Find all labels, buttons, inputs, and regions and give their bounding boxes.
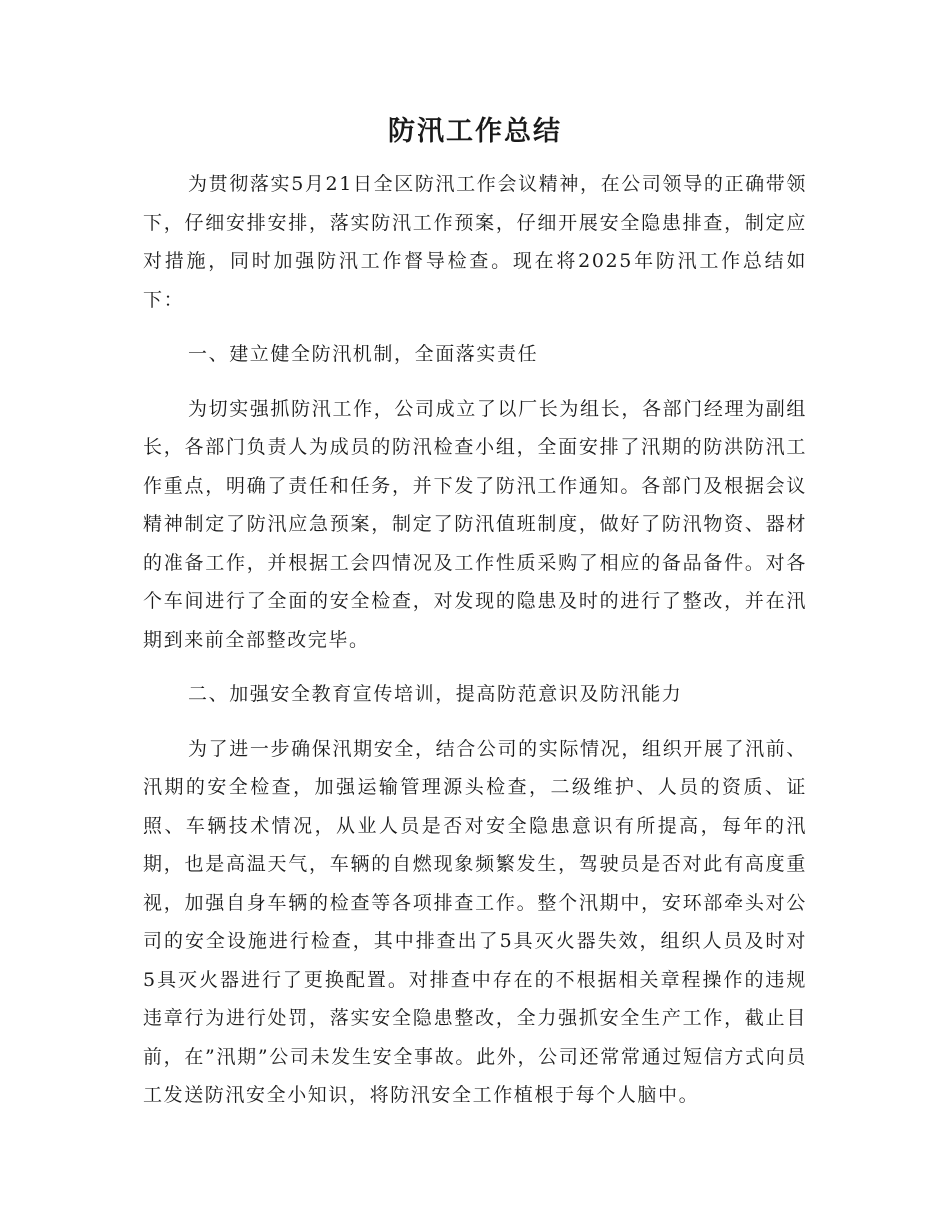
intro-paragraph: 为贯彻落实5月21日全区防汛工作会议精神，在公司领导的正确带领下，仔细安排安排，落实防汛工作预案，仔细开展安全隐患排查，制定应对措施，同时加强防汛工作督导检查。现在将2025年防汛工作总结如下： bbox=[143, 173, 807, 311]
section-body-2: 为了进一步确保汛期安全，结合公司的实际情况，组织开展了汛前、汛期的安全检查，加强运输管理源头检查，二级维护、人员的资质、证照、车辆技术情况，从业人员是否对安全隐患意识有所提高，每年的汛期，也是高温天气，车辆的自燃现象频繁发生，驾驶员是否对此有高度重视，加强自身车辆的检查等各项排查工作。整个汛期中，安环部牵头对公司的安全设施进行检查，其中排查出了5具灭火器失效，组织人员及时对5具灭火器进行了更换配置。对排查中存在的不根据相关章程操作的违规违章行为进行处罚，落实安全隐患整改，全力强抓安全生产工作，截止目前，在”汛期”公司未发生安全事故。此外，公司还常常通过短信方式向员工发送防汛安全小知识，将防汛安全工作植根于每个人脑中。 bbox=[143, 737, 807, 1106]
section-heading-1: 一、建立健全防汛机制，全面落实责任 bbox=[188, 343, 539, 365]
document-title: 防汛工作总结 bbox=[388, 116, 562, 147]
document-body bbox=[143, 165, 807, 1131]
section-body-1: 为切实强抓防汛工作，公司成立了以厂长为组长，各部门经理为副组长，各部门负责人为成员的防汛检查小组，全面安排了汛期的防洪防汛工作重点，明确了责任和任务，并下发了防汛工作通知。各部门及根据会议精神制定了防汛应急预案，制定了防汛值班制度，做好了防汛物资、器材的准备工作，并根据工会四情况及工作性质采购了相应的备品备件。对各个车间进行了全面的安全检查，对发现的隐患及时的进行了整改，并在汛期到来前全部整改完毕。 bbox=[143, 397, 807, 651]
section-heading-2: 二、加强安全教育宣传培训，提高防范意识及防汛能力 bbox=[188, 683, 683, 705]
